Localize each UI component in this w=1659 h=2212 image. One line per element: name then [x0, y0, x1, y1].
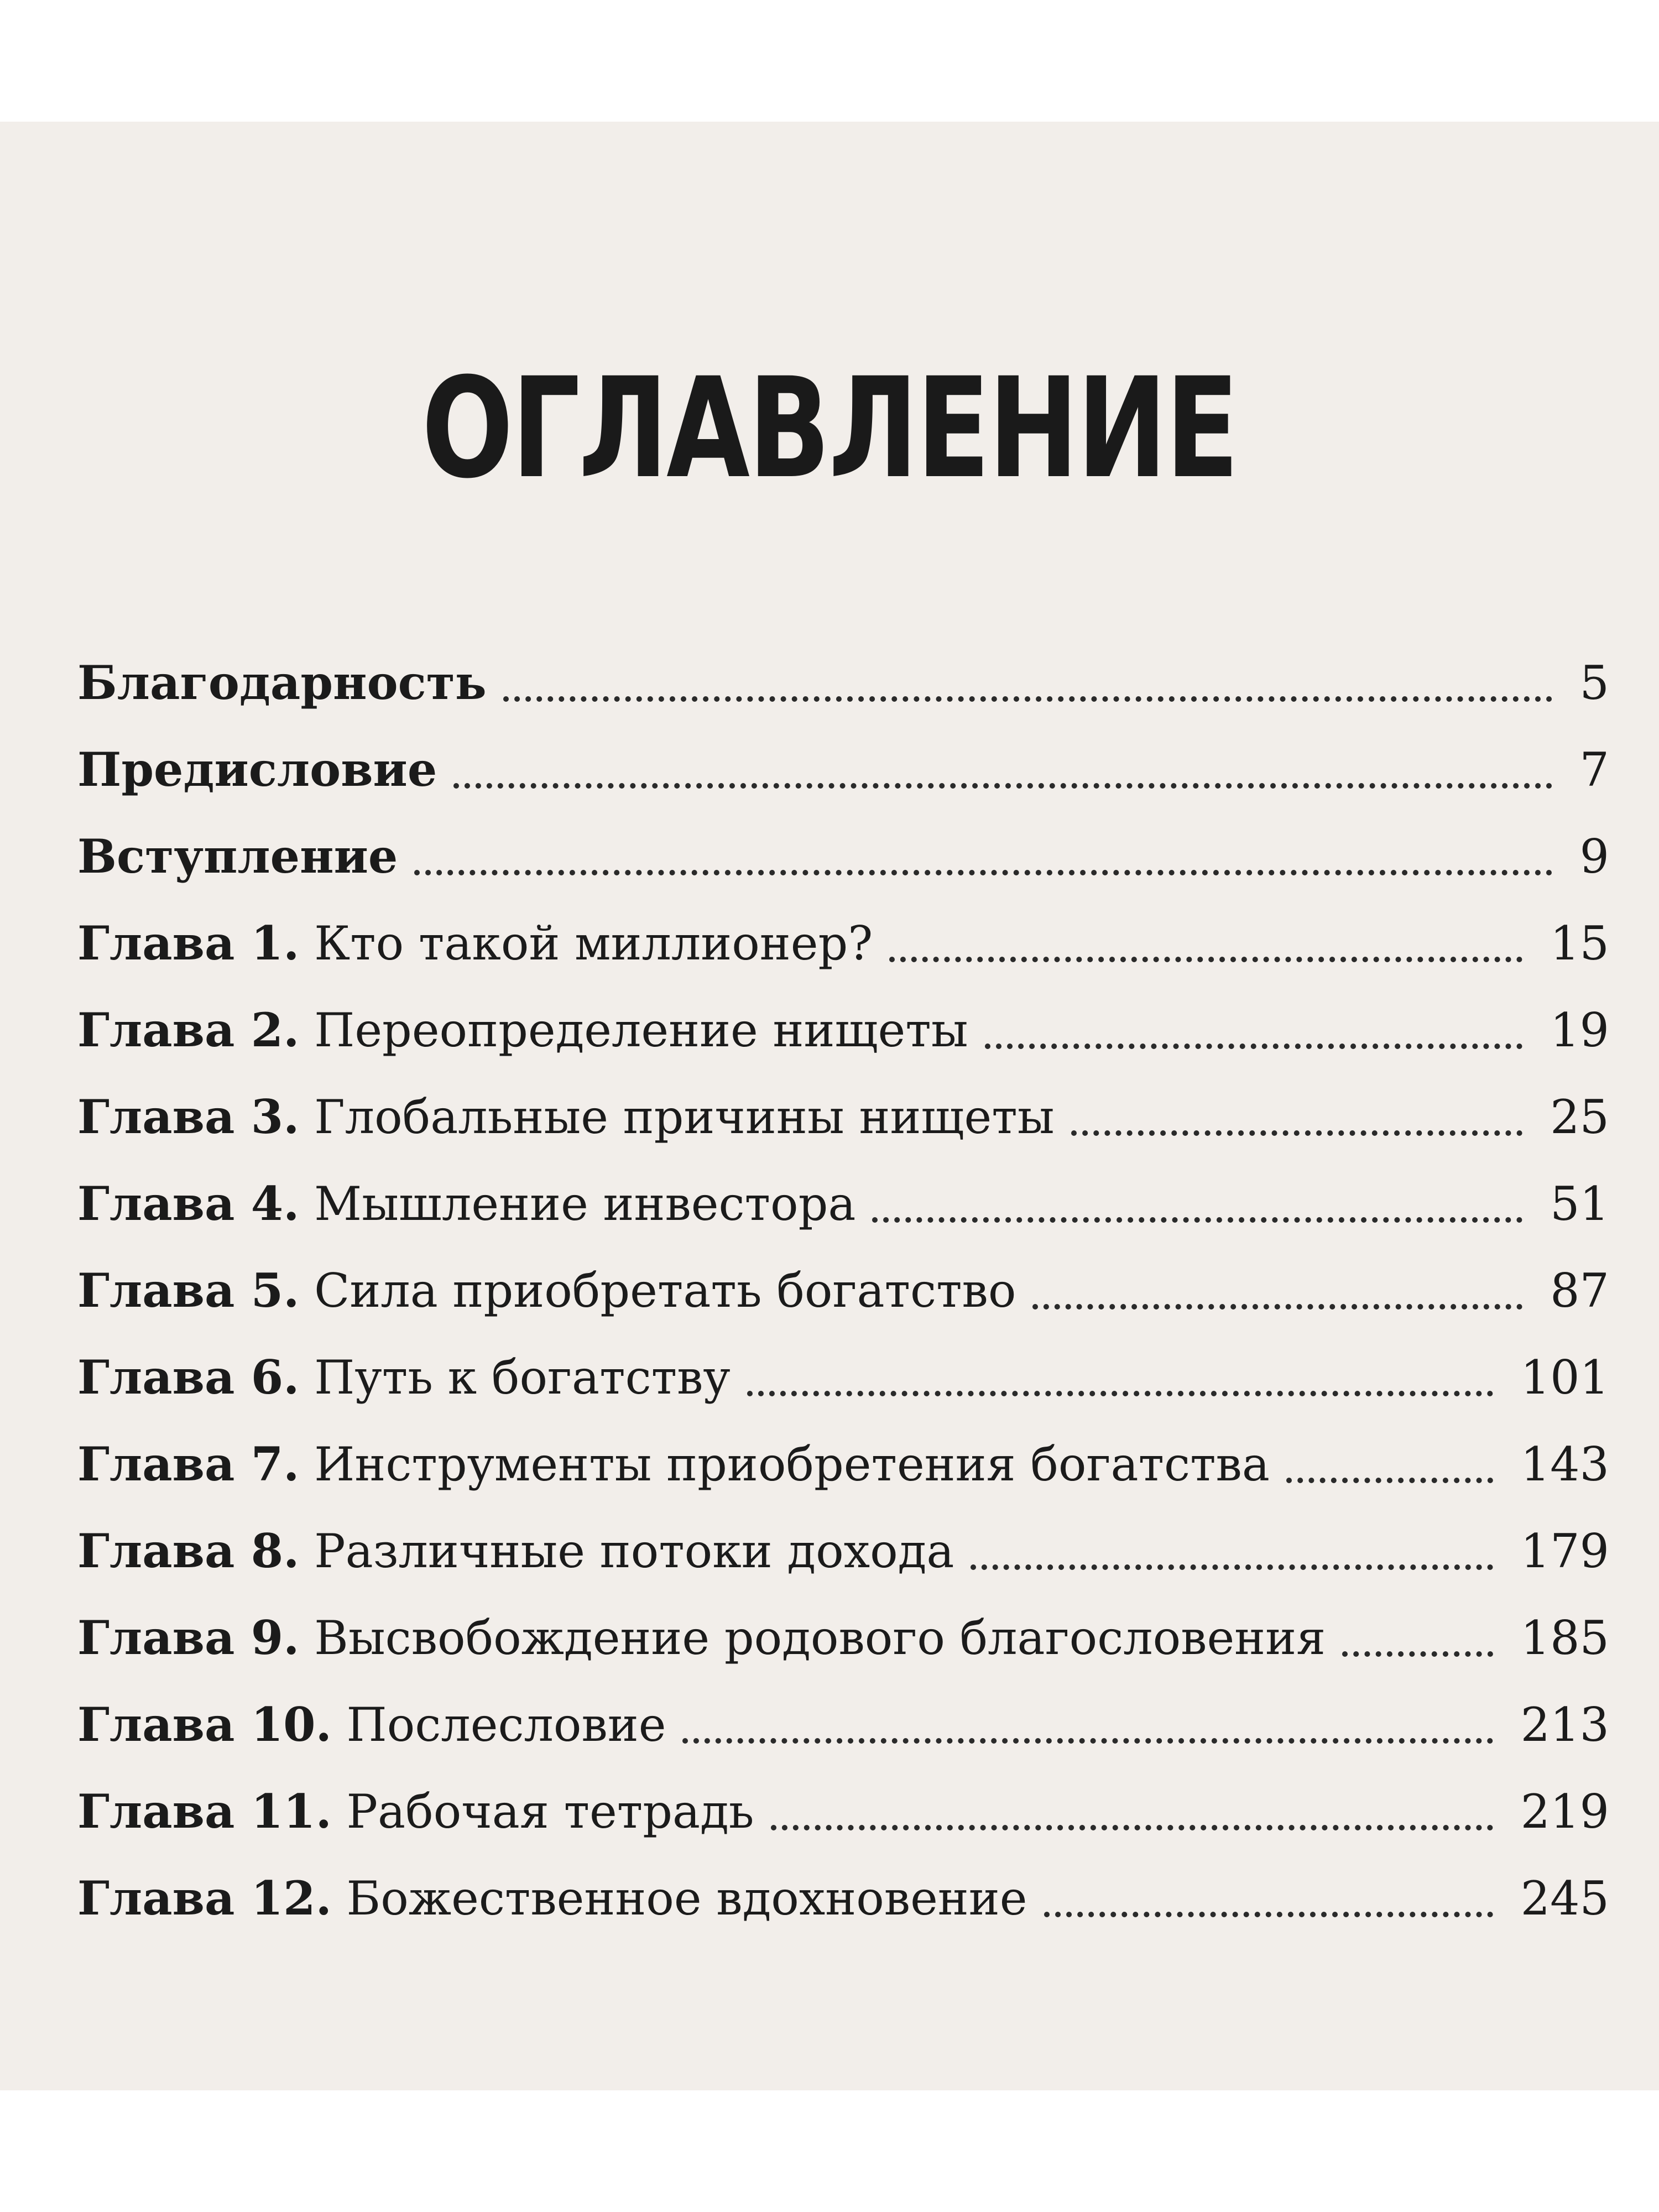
page-number: 19: [1550, 1003, 1609, 1057]
dot-leader: [1032, 1304, 1522, 1310]
chapter-title: Переопределение нищеты: [314, 1003, 968, 1057]
toc-entry: [77, 880, 1609, 971]
page-number: 51: [1550, 1177, 1609, 1231]
page-title: ОГЛАВЛЕНИЕ: [421, 348, 1238, 509]
toc-entry-label: [77, 829, 398, 884]
dot-leader: [872, 1217, 1522, 1223]
chapter-number: Глава 11.: [77, 1784, 332, 1839]
book-page: [0, 122, 1659, 2090]
dot-leader: [985, 1044, 1523, 1049]
show-through-shadow: [0, 155, 1659, 188]
chapter-title: Высвобождение родового благословения: [314, 1611, 1326, 1665]
chapter-title: Кто такой миллионер?: [314, 916, 873, 971]
toc-entry: [77, 619, 1609, 710]
toc-entry-label: [77, 916, 873, 971]
dot-leader: [1044, 1912, 1493, 1917]
dot-leader: [453, 783, 1552, 789]
dot-leader: [889, 957, 1522, 962]
page-number: 15: [1550, 916, 1609, 971]
chapter-number: Глава 6.: [77, 1350, 300, 1405]
dot-leader: [771, 1825, 1493, 1830]
toc-entry: [77, 1574, 1609, 1665]
chapter-number: Глава 9.: [77, 1610, 300, 1665]
page-number: 101: [1520, 1350, 1609, 1405]
toc-entry-label: [77, 1263, 1016, 1318]
dot-leader: [1071, 1130, 1523, 1136]
page-number: 87: [1550, 1264, 1609, 1318]
chapter-title: Путь к богатству: [314, 1350, 731, 1405]
page-number: 25: [1550, 1090, 1609, 1144]
toc-entry-label: [77, 1437, 1270, 1491]
dot-leader: [682, 1738, 1493, 1744]
page-number: 179: [1520, 1524, 1609, 1578]
dot-leader: [747, 1391, 1493, 1396]
chapter-number: Глава 10.: [77, 1697, 332, 1752]
toc-entry-label: [77, 1176, 856, 1231]
toc-entry-label: [77, 1350, 731, 1405]
toc-entry: [77, 967, 1609, 1057]
chapter-number: Глава 7.: [77, 1437, 300, 1491]
toc-entry-label: [77, 1697, 666, 1752]
page-number: 219: [1520, 1785, 1609, 1839]
toc-entry: [77, 1488, 1609, 1578]
page-number: 9: [1579, 830, 1609, 884]
toc-entry: [77, 793, 1609, 884]
toc-entry-label: [77, 1089, 1055, 1144]
toc-entry: [77, 1661, 1609, 1752]
page-number: 5: [1579, 656, 1609, 710]
chapter-number: Глава 5.: [77, 1263, 300, 1318]
chapter-number: Глава 8.: [77, 1524, 300, 1578]
toc-entry-label: [77, 655, 487, 710]
page-number: 143: [1520, 1437, 1609, 1491]
toc-entry-label: [77, 1524, 954, 1578]
toc-entry: [77, 1140, 1609, 1231]
toc-entry-label: [77, 742, 437, 797]
section-title: Вступление: [77, 829, 398, 884]
chapter-title: Сила приобретать богатство: [314, 1264, 1016, 1318]
dot-leader: [1342, 1651, 1493, 1657]
chapter-number: Глава 1.: [77, 916, 300, 971]
toc-entry: [77, 1227, 1609, 1318]
section-title: Предисловие: [77, 742, 437, 797]
chapter-title: Мышление инвестора: [314, 1177, 856, 1231]
toc-entry: [77, 1835, 1609, 1926]
toc-entry: [77, 1053, 1609, 1144]
chapter-title: Послесловие: [346, 1698, 666, 1752]
chapter-title: Глобальные причины нищеты: [314, 1090, 1055, 1144]
page-number: 213: [1520, 1698, 1609, 1752]
toc-entry: [77, 1401, 1609, 1491]
dot-leader: [971, 1564, 1493, 1570]
section-title: Благодарность: [77, 655, 487, 710]
table-of-contents: [77, 619, 1609, 1926]
page-number: 185: [1520, 1611, 1609, 1665]
chapter-number: Глава 2.: [77, 1003, 300, 1057]
dot-leader: [503, 696, 1552, 702]
toc-entry-label: [77, 1871, 1027, 1926]
dot-leader: [414, 870, 1552, 875]
toc-entry-label: [77, 1003, 968, 1057]
toc-entry: [77, 1314, 1609, 1405]
dot-leader: [1286, 1478, 1493, 1483]
toc-entry: [77, 1748, 1609, 1839]
chapter-title: Различные потоки дохода: [314, 1524, 954, 1578]
page-number: 7: [1579, 743, 1609, 797]
chapter-number: Глава 4.: [77, 1176, 300, 1231]
toc-entry-label: [77, 1784, 754, 1839]
chapter-title: Инструменты приобретения богатства: [314, 1437, 1270, 1491]
chapter-title: Рабочая тетрадь: [346, 1785, 754, 1839]
page-number: 245: [1520, 1871, 1609, 1926]
toc-entry-label: [77, 1610, 1326, 1665]
chapter-number: Глава 12.: [77, 1871, 332, 1926]
chapter-title: Божественное вдохновение: [346, 1871, 1027, 1926]
chapter-number: Глава 3.: [77, 1089, 300, 1144]
toc-entry: [77, 706, 1609, 797]
